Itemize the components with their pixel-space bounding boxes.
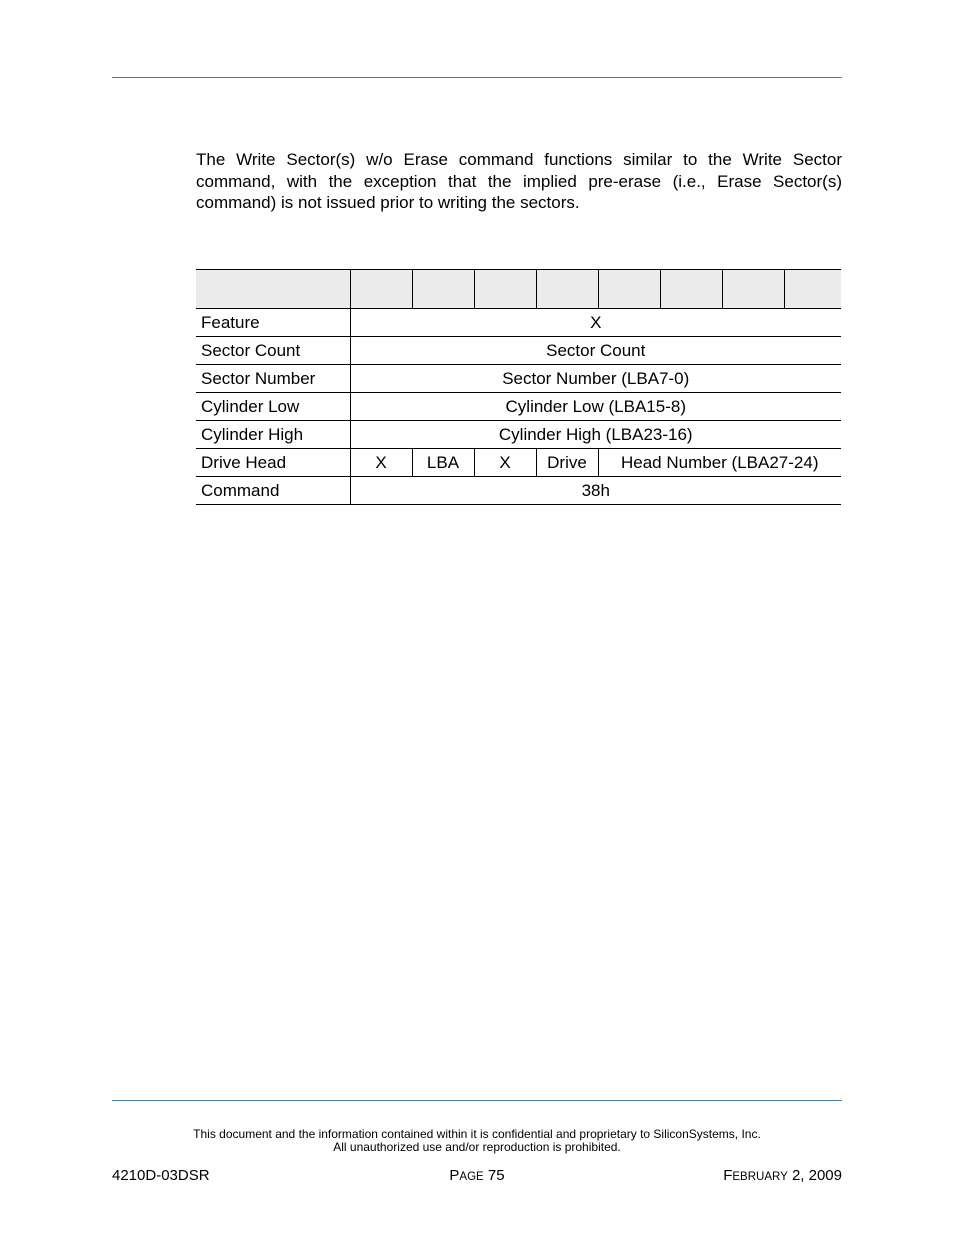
header-cell-bit6 — [412, 270, 474, 309]
drive-head-bit6: LBA — [412, 449, 474, 477]
table-row — [196, 421, 841, 449]
drive-head-bit4: Drive — [536, 449, 598, 477]
register-value: 38h — [350, 477, 841, 505]
register-name: Sector Number — [196, 365, 350, 393]
page-label-rest: AGE — [459, 1171, 484, 1183]
drive-head-bit7: X — [350, 449, 412, 477]
register-name: Sector Count — [196, 337, 350, 365]
register-value: Sector Number (LBA7-0) — [350, 365, 841, 393]
page-number-value: 75 — [483, 1167, 505, 1184]
table-row — [196, 477, 841, 505]
document-date — [723, 1167, 842, 1184]
footer-rule — [112, 1100, 842, 1101]
table-row — [196, 309, 841, 337]
register-table — [196, 269, 841, 505]
header-cell-bit7 — [350, 270, 412, 309]
page-label-first: P — [449, 1167, 460, 1184]
table-row — [196, 393, 841, 421]
register-name: Command — [196, 477, 350, 505]
confidential-notice-line2: All unauthorized use and/or reproduction is prohibited. — [333, 1140, 621, 1154]
header-rule — [112, 77, 842, 78]
body-paragraph: The Write Sector(s) w/o Erase command functions similar to the Write Sector command, with the exception that the implied pre-erase (i.e., Erase Sector(s) command) is not issued prior to writing the sectors. — [196, 150, 842, 212]
header-cell-bit4 — [536, 270, 598, 309]
table-row — [196, 337, 841, 365]
header-cell-bit1 — [722, 270, 784, 309]
register-value: Cylinder Low (LBA15-8) — [350, 393, 841, 421]
drive-head-bits3-0: Head Number (LBA27-24) — [598, 449, 841, 477]
table-header-row — [196, 270, 841, 309]
header-cell-register — [196, 270, 350, 309]
document-id: 4210D-03DSR — [112, 1167, 210, 1184]
table-row-drive-head — [196, 449, 841, 477]
register-name: Cylinder High — [196, 421, 350, 449]
table-row — [196, 365, 841, 393]
register-value: X — [350, 309, 841, 337]
register-name: Cylinder Low — [196, 393, 350, 421]
drive-head-bit5: X — [474, 449, 536, 477]
register-name: Feature — [196, 309, 350, 337]
date-month-rest: EBRUARY — [732, 1171, 788, 1183]
header-cell-bit0 — [784, 270, 841, 309]
date-tail: 2, 2009 — [787, 1167, 842, 1184]
header-cell-bit5 — [474, 270, 536, 309]
register-value: Sector Count — [350, 337, 841, 365]
header-cell-bit2 — [660, 270, 722, 309]
date-first: F — [723, 1167, 733, 1184]
register-value: Cylinder High (LBA23-16) — [350, 421, 841, 449]
header-cell-bit3 — [598, 270, 660, 309]
confidential-notice-line1: This document and the information contained within it is confidential and proprietary to SiliconSystems, Inc. — [193, 1127, 761, 1141]
register-name: Drive Head — [196, 449, 350, 477]
